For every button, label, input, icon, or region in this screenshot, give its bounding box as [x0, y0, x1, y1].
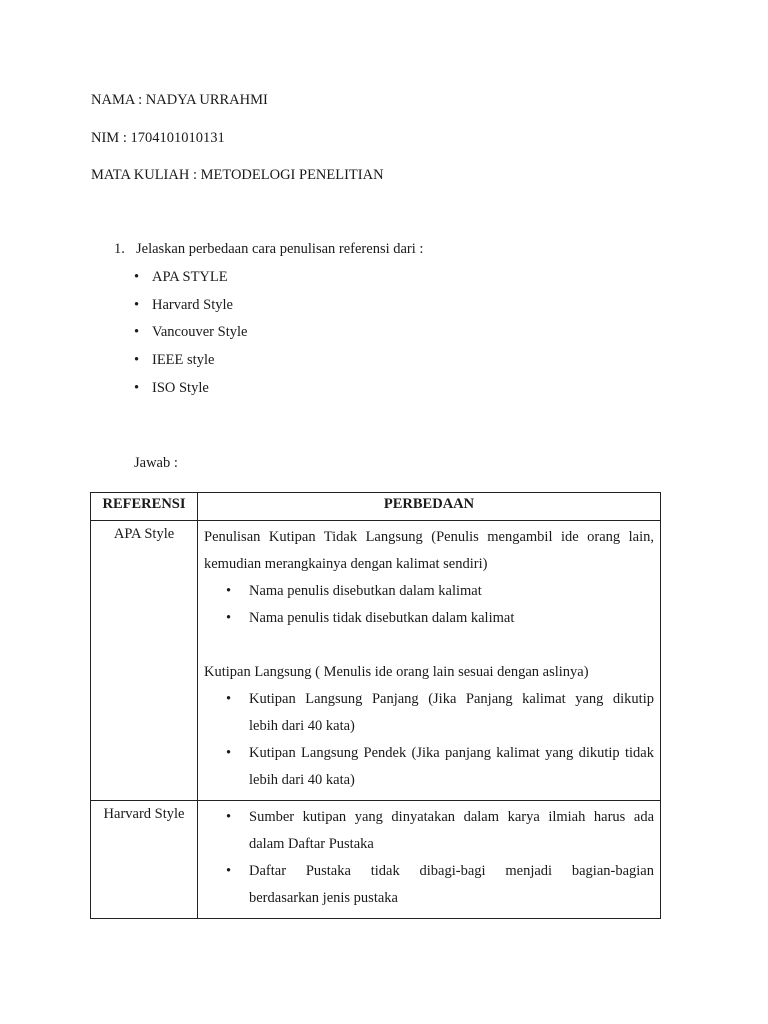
ref-harvard: Harvard Style [91, 801, 198, 919]
bullet-icon: • [134, 297, 140, 313]
list-item [204, 686, 654, 740]
list-item-line: lebih dari 40 kata) [249, 718, 355, 734]
harvard-list [204, 804, 654, 912]
table-header-row [91, 493, 661, 521]
apa-intro-line-2: kemudian merangkainya dengan kalimat sendiri) [204, 556, 488, 572]
header-perbedaan: PERBEDAAN [198, 493, 661, 521]
list-item [204, 740, 654, 794]
bullet-text: Vancouver Style [152, 324, 248, 340]
question-bullet [134, 269, 228, 286]
table-row [91, 801, 661, 919]
apa-direct-intro: Kutipan Langsung ( Menulis ide orang lain sesuai dengan aslinya) [204, 664, 589, 680]
header-referensi: REFERENSI [91, 493, 198, 521]
bullet-text: APA STYLE [152, 269, 228, 285]
question-bullet [134, 380, 209, 397]
bullet-text: Harvard Style [152, 297, 233, 313]
bullet-icon: • [134, 380, 140, 396]
apa-direct-list [204, 686, 654, 794]
list-item-line: berdasarkan jenis pustaka [249, 890, 398, 906]
ref-apa: APA Style [91, 521, 198, 801]
bullet-text: IEEE style [152, 352, 215, 368]
apa-indirect-list [204, 578, 654, 632]
bullet-text: ISO Style [152, 380, 209, 396]
bullet-icon: • [134, 324, 140, 340]
question-1 [114, 241, 423, 258]
bullet-icon: • [134, 352, 140, 368]
reference-comparison-table [90, 492, 661, 919]
student-id: NIM : 1704101010131 [91, 130, 225, 146]
student-name: NAMA : NADYA URRAHMI [91, 92, 268, 108]
bullet-icon: • [134, 269, 140, 285]
list-item [204, 804, 654, 858]
question-bullet [134, 324, 247, 341]
table-row [91, 521, 661, 801]
course-name: MATA KULIAH : METODELOGI PENELITIAN [91, 167, 384, 183]
list-item-line: • Daftar Pustaka tidak dibagi-bagi menjadi bagian-bagian [249, 863, 654, 879]
list-item: • Nama penulis disebutkan dalam kalimat [204, 578, 654, 605]
list-item-line: dalam Daftar Pustaka [249, 836, 374, 852]
list-item-line: • Kutipan Langsung Pendek (Jika panjang kalimat yang dikutip tidak [249, 745, 654, 761]
list-item-line: • Kutipan Langsung Panjang (Jika Panjang kalimat yang dikutip [249, 691, 654, 707]
list-item-line: • Sumber kutipan yang dinyatakan dalam karya ilmiah harus ada [249, 809, 654, 825]
question-bullet [134, 352, 214, 369]
list-item: • Nama penulis tidak disebutkan dalam kalimat [204, 605, 654, 632]
question-text: Jelaskan perbedaan cara penulisan referensi dari : [136, 241, 424, 257]
apa-intro-line-1: Penulisan Kutipan Tidak Langsung (Penulis mengambil ide orang lain, [204, 529, 654, 545]
diff-apa [198, 521, 661, 801]
answer-label: Jawab : [134, 455, 178, 471]
list-item-line: lebih dari 40 kata) [249, 772, 355, 788]
question-number: 1. [114, 241, 125, 257]
question-bullet [134, 297, 233, 314]
diff-harvard [198, 801, 661, 919]
list-item [204, 858, 654, 912]
